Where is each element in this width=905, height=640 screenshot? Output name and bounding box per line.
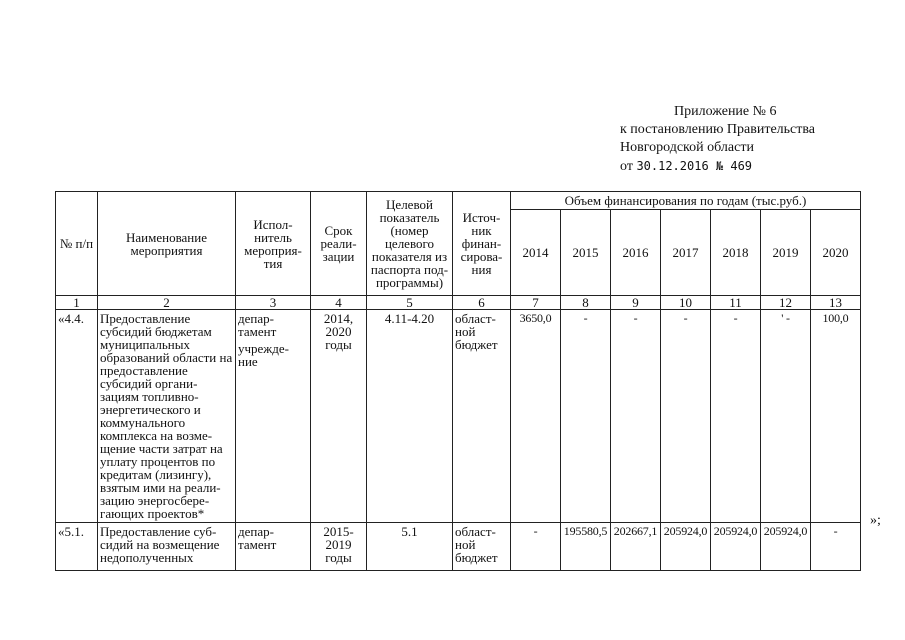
header-target: Целевой показатель (номер целевого показателя из паспорта под-программы) xyxy=(367,192,453,296)
appendix-line-2: к постановлению Правительства xyxy=(620,122,816,137)
row-source: област-ной бюджет xyxy=(453,523,511,571)
row-value: 205924,0 xyxy=(711,523,761,571)
funding-table xyxy=(55,191,861,571)
appendix-line-3: Новгородской области xyxy=(620,140,754,155)
column-number: 6 xyxy=(453,296,511,310)
row-value: - xyxy=(561,310,611,523)
row-value: - xyxy=(611,310,661,523)
row-value: - xyxy=(661,310,711,523)
header-year: 2020 xyxy=(811,210,861,296)
row-value: 3650,0 xyxy=(511,310,561,523)
row-value: - xyxy=(811,523,861,571)
header-year: 2016 xyxy=(611,210,661,296)
date-value: 30.12.2016 № 469 xyxy=(636,159,753,173)
row-number: «5.1. xyxy=(56,523,98,571)
row-name: Предоставление субсидий бюджетам муниципальных образований области на предоставление субсидий органи-зациям топливно-энергетического и коммунального комплекса на возме-щение части затрат на уплату процентов по кредитам (лизингу), взятым ими на реали-зацию энергосбере-гающих проектов* xyxy=(98,310,236,523)
column-number: 8 xyxy=(561,296,611,310)
header-executor: Испол-нитель мероприя-тия xyxy=(236,192,311,296)
header-source: Источ-ник финан-сирова-ния xyxy=(453,192,511,296)
column-number: 13 xyxy=(811,296,861,310)
header-year: 2018 xyxy=(711,210,761,296)
column-number: 9 xyxy=(611,296,661,310)
column-number: 7 xyxy=(511,296,561,310)
header-funding: Объем финансирования по годам (тыс.руб.) xyxy=(511,192,861,210)
appendix-date-line xyxy=(620,157,815,176)
header-name: Наименование мероприятия xyxy=(98,192,236,296)
row-value: - xyxy=(711,310,761,523)
row-executor xyxy=(236,310,311,523)
row-term: 2014, 2020 годы xyxy=(311,310,367,523)
header-no: № п/п xyxy=(56,192,98,296)
header-year: 2014 xyxy=(511,210,561,296)
column-number: 1 xyxy=(56,296,98,310)
row-name: Предоставление суб-сидий на возмещение недополученных xyxy=(98,523,236,571)
column-number: 3 xyxy=(236,296,311,310)
column-number: 11 xyxy=(711,296,761,310)
header-term: Срок реали-зации xyxy=(311,192,367,296)
row-executor xyxy=(236,523,311,571)
column-number: 2 xyxy=(98,296,236,310)
row-source: област-ной бюджет xyxy=(453,310,511,523)
executor-line: депар-тамент xyxy=(238,311,277,339)
column-number: 10 xyxy=(661,296,711,310)
row-value: - xyxy=(511,523,561,571)
row-value: 195580,5 xyxy=(561,523,611,571)
row-target: 4.11-4.20 xyxy=(367,310,453,523)
header-year: 2015 xyxy=(561,210,611,296)
appendix-title: Приложение № 6 xyxy=(674,104,777,119)
table-row xyxy=(56,523,861,571)
row-number: «4.4. xyxy=(56,310,98,523)
executor-line: учрежде-ние xyxy=(238,341,290,369)
closing-quote: »; xyxy=(870,513,881,528)
row-term: 2015-2019 годы xyxy=(311,523,367,571)
date-prefix: от xyxy=(620,159,637,174)
row-value: ' - xyxy=(761,310,811,523)
row-value: 205924,0 xyxy=(761,523,811,571)
row-value: 202667,1 xyxy=(611,523,661,571)
column-number: 4 xyxy=(311,296,367,310)
column-number: 12 xyxy=(761,296,811,310)
column-number: 5 xyxy=(367,296,453,310)
table-row xyxy=(56,310,861,523)
row-target: 5.1 xyxy=(367,523,453,571)
executor-line: депар-тамент xyxy=(238,524,277,552)
row-value: 205924,0 xyxy=(661,523,711,571)
header-year: 2019 xyxy=(761,210,811,296)
appendix-block xyxy=(620,103,815,176)
header-year: 2017 xyxy=(661,210,711,296)
row-value: 100,0 xyxy=(811,310,861,523)
